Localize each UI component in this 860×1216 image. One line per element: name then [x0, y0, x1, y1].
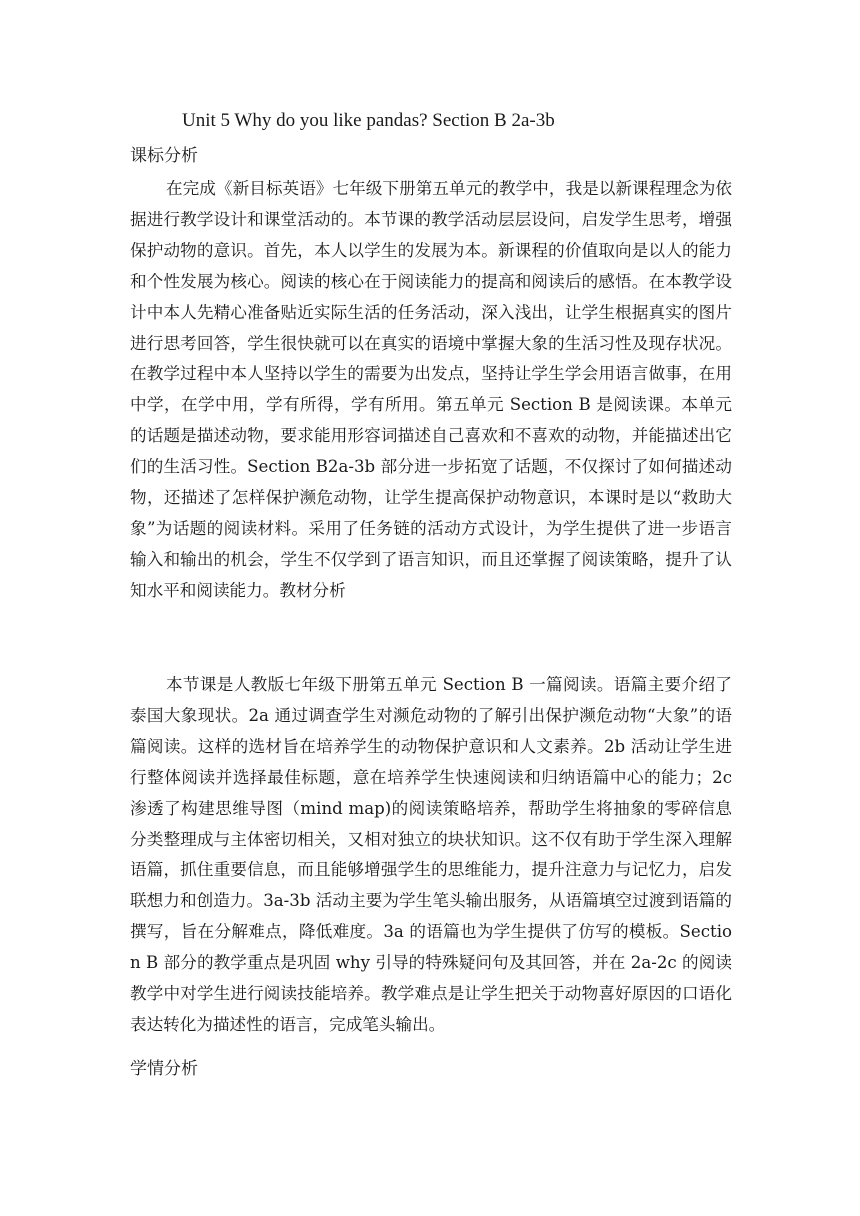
section-heading-curriculum: 课标分析	[130, 146, 198, 166]
paragraph-textbook-analysis: 本节课是人教版七年级下册第五单元 Section B 一篇阅读。语篇主要介绍了泰国大象现状。2a 通过调查学生对濒危动物的了解引出保护濒危动物“大象”的语篇阅读。这样的选材旨在培养学生的动物保护意识和人文素养。2b 活动让学生进行整体阅读并选择最佳标题，意在培养学生快速阅读和归纳语篇中心的能力；2c 渗透了构建思维导图（mind map)的阅读策略培养，帮助学生将抽象的零碎信息分类整理成与主体密切相关，又相对独立的块状知识。这不仅有助于学生深入理解语篇，抓住重要信息，而且能够增强学生的思维能力，提升注意力与记忆力，启发联想力和创造力。3a-3b 活动主要为学生笔头输出服务，从语篇填空过渡到语篇的撰写，旨在分解难点，降低难度。3a 的语篇也为学生提供了仿写的模板。Section B 部分的教学重点是巩固 why 引导的特殊疑问句及其回答，并在 2a-2c 的阅读教学中对学生进行阅读技能培养。教学难点是让学生把关于动物喜好原因的口语化表达转化为描述性的语言，完成笔头输出。	[130, 675, 732, 1034]
section-heading-students: 学情分析	[130, 1059, 198, 1079]
document-title: Unit 5 Why do you like pandas? Section B 2a-3b	[182, 110, 555, 131]
paragraph-curriculum-analysis: 在完成《新目标英语》七年级下册第五单元的教学中，我是以新课程理念为依据进行教学设计和课堂活动的。本节课的教学活动层层设问，启发学生思考，增强保护动物的意识。首先，本人以学生的发展为本。新课程的价值取向是以人的能力和个性发展为核心。阅读的核心在于阅读能力的提高和阅读后的感悟。在本教学设计中本人先精心准备贴近实际生活的任务活动，深入浅出，让学生根据真实的图片进行思考回答，学生很快就可以在真实的语境中掌握大象的生活习性及现存状况。在教学过程中本人坚持以学生的需要为出发点，坚持让学生学会用语言做事，在用中学，在学中用，学有所得，学有所用。第五单元 Section B 是阅读课。本单元的话题是描述动物，要求能用形容词描述自己喜欢和不喜欢的动物，并能描述出它们的生活习性。Section B2a-3b 部分进一步拓宽了话题，不仅探讨了如何描述动物，还描述了怎样保护濒危动物，让学生提高保护动物意识，本课时是以“救助大象”为话题的阅读材料。采用了任务链的活动方式设计，为学生提供了进一步语言输入和输出的机会，学生不仅学到了语言知识，而且还掌握了阅读策略，提升了认知水平和阅读能力。教材分析	[130, 179, 732, 600]
